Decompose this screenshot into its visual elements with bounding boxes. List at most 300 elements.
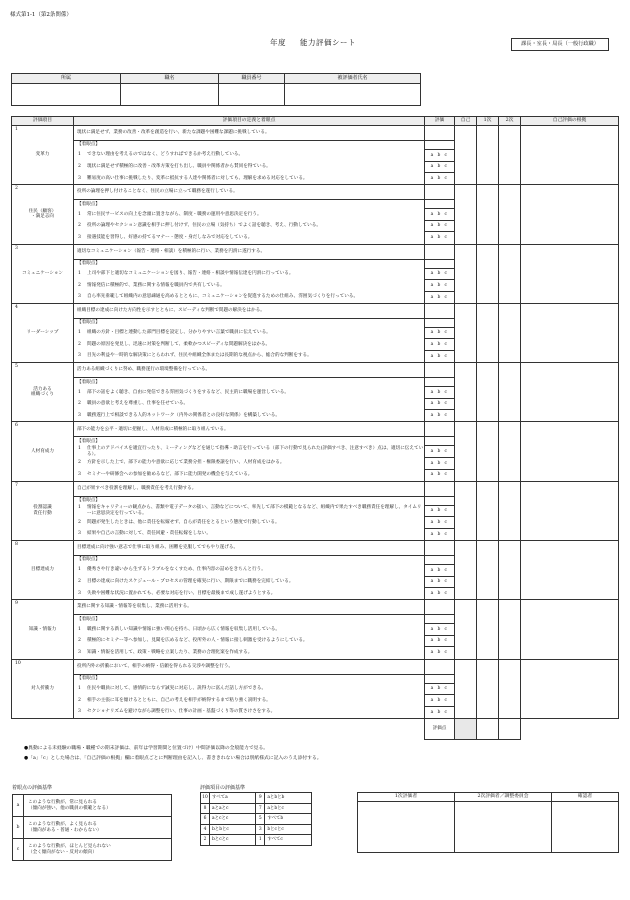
rating-blank — [425, 437, 455, 446]
note-line: ●異動による未経験の職場・職種での期末評価は、前年は学習期間と位置づけ）中間評価以降の全般能力で見る。 — [24, 746, 269, 751]
viewpoint-text — [74, 387, 425, 399]
self-basis[interactable] — [521, 244, 619, 303]
dept-field[interactable] — [12, 84, 121, 106]
abc-selector[interactable]: a b c — [425, 635, 455, 647]
rating-blank — [425, 126, 455, 141]
abc-selector[interactable]: a b c — [425, 695, 455, 707]
abc-selector[interactable]: a b c — [425, 161, 455, 173]
viewpoint-number: 3 — [78, 709, 81, 715]
rating-header: 評価 — [425, 117, 455, 126]
grade-score: 7 — [256, 803, 265, 814]
criteria-desc: このような行動が、よく見られる （傾向がある・普通・わからない） — [24, 817, 172, 839]
viewpoint-body: 接遇技能を習得し、好感の持てるマナー・態度・身だしなみで対応をしている。 — [87, 234, 253, 240]
viewpoint-label: 【着眼点】 — [74, 378, 425, 387]
viewpoint-text — [74, 291, 425, 303]
grade-combination: aとaとc — [210, 803, 256, 814]
first-header: 1次 — [477, 117, 499, 126]
grade-score: 2 — [201, 835, 210, 846]
viewpoint-body: 常に住民サービスの向上を念頭に置きながら、制度・職務の運用や意思決定を行う。 — [87, 211, 262, 217]
self-basis[interactable] — [521, 481, 619, 540]
item-number: 10 — [15, 660, 21, 666]
viewpoint-number: 1 — [78, 685, 81, 691]
grading-row — [201, 835, 312, 846]
viewpoint-text — [74, 588, 425, 600]
first-score[interactable] — [477, 659, 499, 718]
item-cell — [12, 540, 74, 599]
viewpoint-body: 方針を示した上で、部下の能力や意欲に応じて業務分担・権限委譲を行い、人材育成をはかる。 — [87, 460, 285, 466]
self-score[interactable] — [455, 244, 477, 303]
grade-combination: bとcとc — [265, 824, 312, 835]
viewpoint-body: 情報をキャリティーの観点から、書類や電子データの扱い、言動などについて、率先して部下の模範となるなど、組織内で果たすべき職務責任を理解し、タイムリーに意思決定を行っている。 — [87, 505, 422, 516]
item-row — [12, 303, 619, 318]
rating-blank — [425, 481, 455, 496]
criteria-table — [12, 794, 172, 861]
item-row — [12, 126, 619, 141]
self-basis[interactable] — [521, 185, 619, 244]
viewpoint-number: 3 — [78, 531, 81, 537]
item-name: 対人折衝力 — [31, 685, 54, 691]
self-header: 自己 — [455, 117, 477, 126]
viewpoint-number: 1 — [78, 445, 81, 451]
viewpoint-number: 3 — [78, 590, 81, 596]
abc-selector[interactable]: a b c — [425, 220, 455, 232]
viewpoint-text — [74, 150, 425, 162]
item-row — [12, 600, 619, 615]
item-definition: 部下の能力を公平・適切に把握し、人材育成に積極的に取り組んでいる。 — [74, 422, 425, 437]
item-definition: 適切なコミュニケーション（報告・連絡・相談）を積極的に行い、業務を円滑に遂行する。 — [74, 244, 425, 259]
viewpoint-text — [74, 446, 425, 458]
self-score[interactable] — [455, 481, 477, 540]
viewpoint-text — [74, 232, 425, 244]
grading-row — [201, 824, 312, 835]
viewpoint-text — [74, 528, 425, 540]
employee-no-header: 職員番号 — [219, 74, 285, 84]
abc-selector[interactable]: a b c — [425, 173, 455, 185]
grade-score: 1 — [256, 835, 265, 846]
criteria-letter: b — [13, 817, 24, 839]
basis-header: 自己評価の根拠 — [521, 117, 619, 126]
viewpoint-text — [74, 469, 425, 481]
viewpoint-body: 問題の原因を発見し、迅速に対策を判断して、柔軟かつスピーディな問題解決をはかる。 — [87, 341, 271, 347]
viewpoint-number: 1 — [78, 211, 81, 217]
abc-selector[interactable]: a b c — [425, 351, 455, 363]
abc-selector[interactable]: a b c — [425, 517, 455, 529]
self-basis[interactable] — [521, 422, 619, 481]
viewpoint-number: 2 — [78, 697, 81, 703]
item-definition: 現状に満足せず、業務の改善・改革を創造を行い、新たな課題や困難な課題に挑戦している。 — [74, 126, 425, 141]
item-number: 3 — [15, 245, 18, 251]
grading-row — [201, 814, 312, 825]
total-self — [455, 718, 477, 739]
rating-blank — [425, 540, 455, 555]
grading-row — [201, 793, 312, 804]
viewpoint-label: 【着眼点】 — [74, 555, 425, 564]
grading-row — [201, 803, 312, 814]
grade-combination: すべてc — [265, 835, 312, 846]
item-row — [12, 363, 619, 378]
grade-score: 10 — [201, 793, 210, 804]
item-name: リーダーシップ — [26, 330, 59, 336]
rating-blank — [425, 674, 455, 683]
item-definition: 目標達成に向け強い意志で仕事に取り組み、困難を克服してでもやり遂げる。 — [74, 540, 425, 555]
item-row — [12, 244, 619, 259]
viewpoint-text — [74, 564, 425, 576]
abc-selector[interactable]: a b c — [425, 588, 455, 600]
viewpoint-label: 【着眼点】 — [74, 437, 425, 446]
item-name: 目標達成力 — [31, 567, 54, 573]
viewpoint-body: 難易度の高い仕事に挑戦したり、変革に抵抗する人達や関係者に対しても、理解を求める対応をしている。 — [87, 175, 308, 181]
grading-table — [200, 792, 312, 846]
abc-selector[interactable]: a b c — [425, 327, 455, 339]
viewpoint-text — [74, 576, 425, 588]
item-definition: 活力ある組織づくりに努め、職務遂行の環境整備を行っている。 — [74, 363, 425, 378]
viewpoint-label: 【着眼点】 — [74, 259, 425, 268]
viewpoint-text — [74, 647, 425, 659]
viewpoint-body: 役所の論理やセクション意識を相手に押し付けず、住民の立場（気持ち）でよく話を聴き、考え、行動している。 — [87, 223, 321, 229]
viewpoint-body: できない理由を考えるのではなく、どうすればできるか考え行動している。 — [87, 152, 244, 158]
grading-title: 評価項目の評価基準 — [200, 785, 246, 791]
rating-blank — [425, 378, 455, 387]
self-score[interactable] — [455, 540, 477, 599]
first-score[interactable] — [477, 363, 499, 422]
viewpoint-label: 【着眼点】 — [74, 615, 425, 624]
abc-selector[interactable]: a b c — [425, 706, 455, 718]
first-score[interactable] — [477, 185, 499, 244]
item-row — [12, 659, 619, 674]
viewpoint-body: 優秀さや行き違いから生ずるトラブルをなくすため、仕事内容の詰めをきちんと行う。 — [87, 567, 266, 573]
dept-header: 所属 — [12, 74, 121, 84]
viewpoint-text — [74, 635, 425, 647]
viewpoint-text — [74, 695, 425, 707]
first-score[interactable] — [477, 422, 499, 481]
second-score[interactable] — [499, 422, 521, 481]
item-cell — [12, 185, 74, 244]
viewpoint-number: 2 — [78, 223, 81, 229]
self-basis[interactable] — [521, 659, 619, 718]
viewpoint-body: 現状に満足せず積極的に改善・改革方策を打ち出し、職員や関係者から賛同を得ている。 — [87, 164, 271, 170]
self-basis[interactable] — [521, 540, 619, 599]
viewpoint-number: 2 — [78, 519, 81, 525]
item-name: 住民（顧客） ・満足志向 — [28, 208, 57, 220]
evaluation-table — [11, 116, 619, 740]
target-position-box: 課長・室長・局長（一般行政職） — [511, 38, 609, 51]
item-number: 9 — [15, 601, 18, 607]
rating-blank — [425, 422, 455, 437]
viewpoint-number: 2 — [78, 638, 81, 644]
abc-selector[interactable]: a b c — [425, 446, 455, 458]
viewpoint-text — [74, 327, 425, 339]
viewpoint-number: 3 — [78, 353, 81, 359]
item-cell — [12, 422, 74, 481]
first-score[interactable] — [477, 244, 499, 303]
item-cell — [12, 303, 74, 362]
viewpoint-number: 1 — [78, 330, 81, 336]
viewpoint-text — [74, 517, 425, 529]
viewpoint-number: 3 — [78, 412, 81, 418]
viewpoint-body: 組織の方針・目標と連動した部門目標を設定し、分かりやすい言葉で職員に伝えている。 — [87, 330, 271, 336]
year-label: 年度 — [270, 38, 286, 47]
viewpoint-body: セミナーや研修会への参加を勧めるなど、部下に能力開発の機会を与えている。 — [87, 472, 253, 478]
page-title — [270, 38, 356, 47]
viewpoint-body: 知識・情報を活用して、政策・戦略を立案したり、業務の合理化案を作成する。 — [87, 649, 253, 655]
second-score[interactable] — [499, 244, 521, 303]
viewpoint-number: 1 — [78, 626, 81, 632]
item-definition: 役所内外の折衝において、相手の納得・信頼を得られる交渉や調整を行う。 — [74, 659, 425, 674]
item-cell — [12, 363, 74, 422]
viewpoint-text — [74, 706, 425, 718]
employee-no-field[interactable] — [219, 84, 285, 106]
viewpoint-body: 目先の利益や一時的な解決策にとらわれず、住民や組織全体または長期的な視点から、総合的な判断をする。 — [87, 353, 312, 359]
name-header: 被評価者氏名 — [285, 74, 421, 84]
abc-selector[interactable]: a b c — [425, 505, 455, 517]
viewpoint-label: 【着眼点】 — [74, 496, 425, 505]
viewpoint-number: 2 — [78, 460, 81, 466]
self-score[interactable] — [455, 126, 477, 185]
criteria-desc: このような行動が、常に見られる （傾向が強い、他の職員の模範となる） — [24, 795, 172, 817]
grade-combination: bとbとc — [210, 824, 256, 835]
first-score[interactable] — [477, 126, 499, 185]
abc-selector[interactable]: a b c — [425, 232, 455, 244]
item-number: 4 — [15, 304, 18, 310]
viewpoint-text — [74, 161, 425, 173]
viewpoint-number: 1 — [78, 270, 81, 276]
viewpoint-number: 3 — [78, 294, 81, 300]
abc-selector[interactable]: a b c — [425, 410, 455, 422]
viewpoint-number: 2 — [78, 341, 81, 347]
self-score[interactable] — [455, 185, 477, 244]
grade-combination: aとcとc — [210, 814, 256, 825]
abc-selector[interactable]: a b c — [425, 209, 455, 221]
abc-selector[interactable]: a b c — [425, 469, 455, 481]
rating-blank — [425, 141, 455, 150]
grade-combination: bとcとc — [210, 835, 256, 846]
viewpoint-text — [74, 268, 425, 280]
grade-combination: すべてa — [210, 793, 256, 804]
self-score[interactable] — [455, 363, 477, 422]
item-cell — [12, 659, 74, 718]
first-score[interactable] — [477, 540, 499, 599]
second-evaluator-sign[interactable] — [455, 802, 552, 853]
viewpoint-body: 失敗や困難な状況に置かれても、必要な対応を行い、目標を最後まで成し遂げようとする。 — [87, 590, 276, 596]
rating-blank — [425, 659, 455, 674]
name-field[interactable] — [285, 84, 421, 106]
viewpoint-number: 1 — [78, 389, 81, 395]
item-number: 7 — [15, 482, 18, 488]
abc-selector[interactable]: a b c — [425, 387, 455, 399]
self-basis[interactable] — [521, 303, 619, 362]
first-score[interactable] — [477, 600, 499, 659]
abc-selector[interactable]: a b c — [425, 683, 455, 695]
viewpoint-body: 職務に関する新しい知識や情報に強い関心を持ち、日頃から広く情報を収集し活用している。 — [87, 626, 280, 632]
rating-blank — [425, 363, 455, 378]
item-definition: 自己が果すべき役割を理解し、職務責任を考え行動する。 — [74, 481, 425, 496]
item-name: 知識・情報力 — [28, 626, 57, 632]
second-score[interactable] — [499, 303, 521, 362]
item-number: 8 — [15, 541, 18, 547]
abc-selector[interactable]: a b c — [425, 647, 455, 659]
item-name: 変革力 — [35, 152, 50, 158]
second-score[interactable] — [499, 659, 521, 718]
second-score[interactable] — [499, 540, 521, 599]
viewpoint-text — [74, 220, 425, 232]
viewpoint-label: 【着眼点】 — [74, 200, 425, 209]
total-second[interactable] — [499, 718, 521, 739]
note-line: ●「a」「c」とした場合は、「自己評価の根拠」欄に着眼点ごとに判断理由を記入し、書ききれない場合は別紙様式に記入のうえ添付する。 — [24, 755, 322, 761]
rating-total-label: 評価点 — [425, 718, 455, 739]
item-number: 6 — [15, 423, 18, 429]
rating-blank — [425, 318, 455, 327]
abc-selector[interactable]: a b c — [425, 150, 455, 162]
viewpoint-body: 職務遂行上で相談できる人的ネットワーク（内外の関係者との良好な関係）を構築している。 — [87, 412, 280, 418]
viewpoint-text — [74, 410, 425, 422]
rating-blank — [425, 244, 455, 259]
viewpoint-body: 上司や部下と適切なコミュニケーションを図り、報告・連絡・相談や情報伝達を円滑に行っている。 — [87, 270, 294, 276]
viewpoint-text — [74, 351, 425, 363]
viewpoint-text — [74, 339, 425, 351]
self-score[interactable] — [455, 659, 477, 718]
viewpoint-number: 2 — [78, 282, 81, 288]
item-cell — [12, 600, 74, 659]
self-basis[interactable] — [521, 126, 619, 185]
notes — [24, 744, 322, 763]
criteria-letter: c — [13, 839, 24, 861]
viewpoint-body: 仕事上のアドバイスを適宜行ったり、ミーティングなどを通じて指導・助言を行っている（部下の行動で見られた(評価すべき、注意すべき）点は、適切に伝えている）。 — [87, 445, 424, 457]
viewpoint-body: 問題が発生したときは、他に責任を転嫁せず、自らが責任をとるという態度で行動している。 — [87, 519, 280, 525]
signoff-table — [357, 792, 619, 853]
second-score[interactable] — [499, 481, 521, 540]
rating-blank — [425, 496, 455, 505]
rating-blank — [425, 615, 455, 624]
viewpoint-text — [74, 173, 425, 185]
item-row — [12, 481, 619, 496]
rating-blank — [425, 303, 455, 318]
abc-selector[interactable]: a b c — [425, 528, 455, 540]
grade-score: 8 — [201, 803, 210, 814]
viewpoint-text — [74, 209, 425, 221]
item-definition: 組織目標の達成に向けた方向性を示すとともに、スピーディな判断で問題の解決をはかる。 — [74, 303, 425, 318]
viewpoint-number: 2 — [78, 578, 81, 584]
form-label: 様式第1-1（第2条関係） — [10, 12, 72, 18]
viewpoint-text — [74, 683, 425, 695]
item-row — [12, 185, 619, 200]
item-cell — [12, 244, 74, 303]
viewpoint-label: 【着眼点】 — [74, 674, 425, 683]
viewpoint-text — [74, 505, 425, 517]
item-definition: 役所の論理を押し付けることなく、住民の立場に立って職務を遂行している。 — [74, 185, 425, 200]
second-score[interactable] — [499, 363, 521, 422]
grade-combination: すべてb — [265, 814, 312, 825]
item-name: 人材育成力 — [31, 448, 54, 454]
viewpoint-body: 部下の話をよく聴き、自由に発信できる雰囲気づくりをするなど、民主的に職場を運営している。 — [87, 389, 289, 395]
viewpoint-number: 1 — [78, 152, 81, 158]
title-text: 能力評価シート — [300, 38, 356, 47]
definition-header: 評価項目の定義と着眼点 — [74, 117, 425, 126]
rating-blank — [425, 185, 455, 200]
abc-selector[interactable]: a b c — [425, 291, 455, 303]
viewpoint-number: 2 — [78, 401, 81, 407]
viewpoint-body: セクショナリズムを避けながら調整を行い、仕事の計画・基盤づくり等の質さけさをする。 — [87, 709, 276, 715]
item-name: 活力ある 組織づくり — [31, 386, 54, 398]
second-score[interactable] — [499, 185, 521, 244]
total-first[interactable] — [477, 718, 499, 739]
first-score[interactable] — [477, 303, 499, 362]
first-evaluator-sign[interactable] — [358, 802, 455, 853]
viewpoint-body: 自ら率先垂範して組織内の意思疎通を高めるとともに、コミュニケーションを促進するための仕組み、雰囲気づくりを行っている。 — [87, 294, 359, 300]
grade-score: 5 — [256, 814, 265, 825]
first-score[interactable] — [477, 481, 499, 540]
abc-selector[interactable]: a b c — [425, 458, 455, 470]
item-name: 役割認識 責任行動 — [33, 505, 52, 516]
grade-score: 9 — [256, 793, 265, 804]
viewpoint-number: 1 — [78, 567, 81, 573]
second-header: 2次 — [499, 117, 521, 126]
confirmer-sign[interactable] — [552, 802, 619, 853]
viewpoint-body: 積極的にセミナー等へ参加し、見聞を広めるなど、役所外の人・情報に接し刺激を受けるようにしている。 — [87, 638, 308, 644]
position-field[interactable] — [121, 84, 219, 106]
viewpoint-label: 【着眼点】 — [74, 141, 425, 150]
self-score[interactable] — [455, 422, 477, 481]
viewpoint-text — [74, 458, 425, 470]
viewpoint-text — [74, 280, 425, 292]
self-basis[interactable] — [521, 600, 619, 659]
employee-info-table — [11, 73, 421, 106]
position-header: 職名 — [121, 74, 219, 84]
viewpoint-text — [74, 398, 425, 410]
self-score[interactable] — [455, 600, 477, 659]
grade-score: 3 — [256, 824, 265, 835]
viewpoint-number: 1 — [78, 505, 81, 511]
viewpoint-number: 3 — [78, 175, 81, 181]
second-score[interactable] — [499, 126, 521, 185]
viewpoint-label: 【着眼点】 — [74, 318, 425, 327]
grade-score: 4 — [201, 824, 210, 835]
viewpoint-text — [74, 624, 425, 636]
second-evaluator-header: 2次評価者／調整委員会 — [455, 793, 552, 802]
first-evaluator-header: 1次評価者 — [358, 793, 455, 802]
second-score[interactable] — [499, 600, 521, 659]
abc-selector[interactable]: a b c — [425, 398, 455, 410]
criteria-title: 着眼点の評価基準 — [12, 785, 53, 791]
grade-score: 6 — [201, 814, 210, 825]
confirmer-header: 確認者 — [552, 793, 619, 802]
abc-selector[interactable]: a b c — [425, 564, 455, 576]
item-cell — [12, 481, 74, 540]
viewpoint-body: 職員の意欲と考えを尊重し、仕事を任せている。 — [87, 401, 189, 407]
self-basis[interactable] — [521, 363, 619, 422]
viewpoint-body: 目標の達成に向けたスケジュール・プロセスの管理を確実に行い、期限までに職務を完結している。 — [87, 578, 294, 584]
viewpoint-body: 住民や職員に対して、感情的にならず誠実に対応し、説得力に富んだ話し方ができる。 — [87, 685, 267, 691]
abc-selector[interactable]: a b c — [425, 280, 455, 292]
criteria-desc: このような行動が、ほとんど見られない （全く傾向がない・反対の傾向） — [24, 839, 172, 861]
rating-blank — [425, 555, 455, 564]
item-cell — [12, 126, 74, 185]
viewpoint-body: 相手の主張に耳を傾けるとともに、自己の考えを相手が納得するまで粘り強く説明する。 — [87, 697, 271, 703]
viewpoint-number: 3 — [78, 649, 81, 655]
self-score[interactable] — [455, 303, 477, 362]
rating-blank — [425, 259, 455, 268]
abc-selector[interactable]: a b c — [425, 339, 455, 351]
grade-combination: aとbとb — [265, 793, 312, 804]
rating-blank — [425, 600, 455, 615]
item-name: コミュニケーション — [21, 270, 64, 276]
abc-selector[interactable]: a b c — [425, 576, 455, 588]
viewpoint-number: 3 — [78, 234, 81, 240]
viewpoint-body: 結果や自己の言動に対して、責任回避・責任転嫁をしない。 — [87, 531, 211, 537]
grade-combination: aとbとc — [265, 803, 312, 814]
abc-selector[interactable]: a b c — [425, 624, 455, 636]
abc-selector[interactable]: a b c — [425, 268, 455, 280]
item-definition: 業務に関する知識・情報等を収集し、業務に活用する。 — [74, 600, 425, 615]
